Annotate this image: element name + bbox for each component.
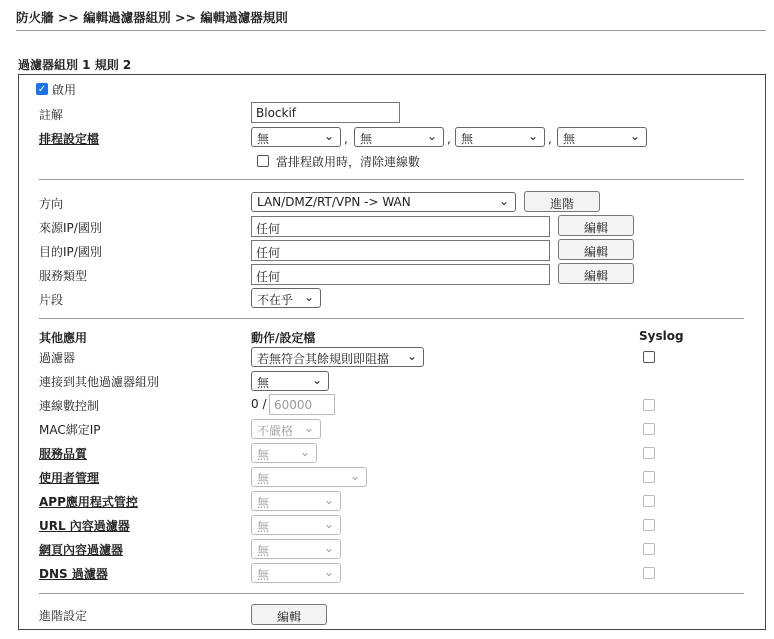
destination-label: 目的IP/國別 [39,245,102,259]
destination-edit-button[interactable]: 編輯 [558,239,634,260]
url-filter-select[interactable]: 無 ⌄ [251,515,341,535]
dns-filter-label: DNS 過濾器 [39,567,108,581]
next-group-select[interactable]: 無 ⌄ [251,371,329,391]
filter-label: 過濾器 [39,351,76,365]
chevron-down-icon: ⌄ [323,493,334,507]
breadcrumb: 防火牆 >> 編輯過濾器組別 >> 編輯過濾器規則 [16,10,288,25]
chevron-down-icon: ⌄ [527,129,538,143]
session-control-label: 連線數控制 [39,399,100,413]
clear-sessions-checkbox[interactable] [257,155,269,167]
chevron-down-icon: ⌄ [629,129,640,143]
mac-bind-select[interactable]: 不嚴格 ⌄ [251,419,321,439]
comment-input[interactable]: Blockif [251,102,400,123]
session-control-input[interactable]: 60000 [269,394,335,415]
section-divider [39,179,744,180]
url-filter-syslog-checkbox[interactable] [643,519,655,531]
syslog-header: Syslog [639,329,684,343]
qos-select[interactable]: 無 ⌄ [251,443,317,463]
schedule-label: 排程設定檔 [39,132,100,146]
chevron-down-icon: ⌄ [323,541,334,555]
user-mgmt-syslog-checkbox[interactable] [643,471,655,483]
chevron-down-icon: ⌄ [426,129,437,143]
source-input[interactable]: 任何 [251,216,550,237]
next-group-label: 連接到其他過濾器組別 [39,375,160,389]
chevron-down-icon: ⌄ [311,373,322,387]
chevron-down-icon: ⌄ [498,194,509,208]
schedule-select-3[interactable]: 無 ⌄ [455,127,545,147]
checkmark-icon: ✓ [37,84,47,95]
clear-sessions-label: 當排程啟用時，清除連線數 [276,155,421,169]
chevron-down-icon: ⌄ [303,421,314,435]
service-edit-button[interactable]: 編輯 [558,263,634,284]
dns-filter-syslog-checkbox[interactable] [643,567,655,579]
chevron-down-icon: ⌄ [349,469,360,483]
chevron-down-icon: ⌄ [299,445,310,459]
chevron-down-icon: ⌄ [323,565,334,579]
web-filter-select[interactable]: 無 ⌄ [251,539,341,559]
dns-filter-select[interactable]: 無 ⌄ [251,563,341,583]
chevron-down-icon: ⌄ [323,517,334,531]
web-filter-label: 網頁內容過濾器 [39,543,124,557]
chevron-down-icon: ⌄ [323,129,334,143]
section-divider [39,318,744,319]
filter-select[interactable]: 若無符合其餘規則即阻擋 ⌄ [251,347,424,367]
direction-advanced-button[interactable]: 進階 [524,191,600,212]
direction-label: 方向 [39,197,64,211]
schedule-select-2[interactable]: 無 ⌄ [354,127,444,147]
enable-checkbox[interactable] [36,83,48,95]
destination-input[interactable]: 任何 [251,240,550,261]
action-profile-header: 動作/設定檔 [251,331,316,345]
qos-label: 服務品質 [39,447,88,461]
advanced-setting-label: 進階設定 [39,609,88,623]
qos-syslog-checkbox[interactable] [643,447,655,459]
group-title: 過濾器組別 1 規則 2 [18,58,132,72]
enable-label: 啟用 [52,83,77,97]
mac-bind-syslog-checkbox[interactable] [643,423,655,435]
app-select[interactable]: 無 ⌄ [251,491,341,511]
session-control-prefix: 0 / [251,397,267,411]
filter-syslog-checkbox[interactable] [643,351,655,363]
header-divider [16,30,766,31]
fragment-select[interactable]: 不在乎 ⌄ [251,288,321,308]
session-control-syslog-checkbox[interactable] [643,399,655,411]
user-mgmt-select[interactable]: 無 ⌄ [251,467,367,487]
mac-bind-label: MAC綁定IP [39,423,101,437]
direction-select[interactable]: LAN/DMZ/RT/VPN -> WAN ⌄ [251,192,516,212]
schedule-select-1[interactable]: 無 ⌄ [251,127,341,147]
app-syslog-checkbox[interactable] [643,495,655,507]
schedule-select-4[interactable]: 無 ⌄ [557,127,647,147]
other-apps-header: 其他應用 [39,331,88,345]
rule-panel: ✓ 啟用 註解 Blockif 排程設定檔 無 ⌄ , 無 ⌄ , 無 ⌄ , 無 ⌄ 當排程啟用時，清除連線數 方向 LAN/DMZ/RT/VPN -> WAN ⌄ 進階 來源IP/國別 任何 編輯 目的IP/國別 任何 編輯 服務類型 任何 編輯 片段 不在乎 ⌄ 其他應用 動作/設定檔 Syslog 過濾器 若無符合其餘規則即阻擋 ⌄ 連接到其他過濾器組別 無 ⌄ 連線數控制 0 / 60000 MAC綁定IP 不嚴格 ⌄ 服務品質 無 ⌄ 使用者管理 無 ⌄ APP應用程式管控 無 ⌄ URL 內容過濾器 無 ⌄ 網頁內容過濾器 無 ⌄ DNS 過濾器 無 ⌄ 進階設定 編輯 [18,74,766,630]
service-label: 服務類型 [39,269,88,283]
chevron-down-icon: ⌄ [303,290,314,304]
fragment-label: 片段 [39,293,64,307]
url-filter-label: URL 內容過濾器 [39,519,130,533]
service-input[interactable]: 任何 [251,264,550,285]
app-label: APP應用程式管控 [39,495,138,509]
advanced-setting-edit-button[interactable]: 編輯 [251,604,327,625]
source-label: 來源IP/國別 [39,221,102,235]
section-divider [39,593,744,594]
web-filter-syslog-checkbox[interactable] [643,543,655,555]
source-edit-button[interactable]: 編輯 [558,215,634,236]
comment-label: 註解 [39,108,64,122]
user-mgmt-label: 使用者管理 [39,471,100,485]
chevron-down-icon: ⌄ [406,349,417,363]
